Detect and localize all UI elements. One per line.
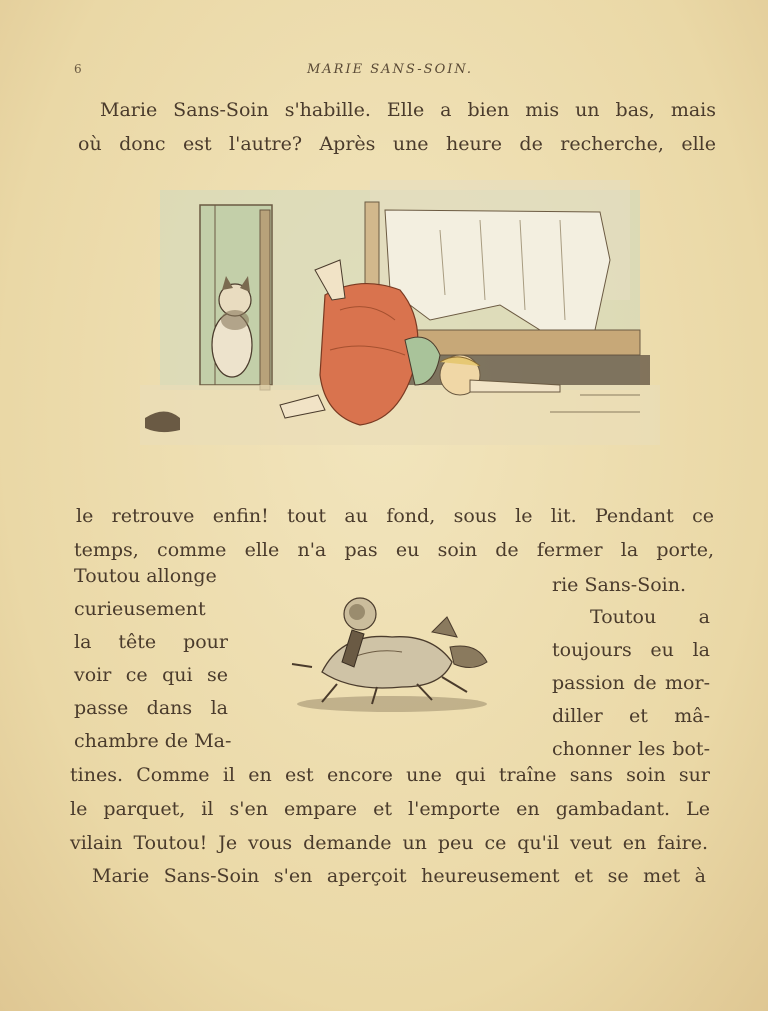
text-line: voir ce qui se: [74, 664, 228, 686]
text-line: diller et mâ-: [552, 705, 710, 727]
text-line: chambre de Ma-: [74, 730, 232, 752]
text-line: tines. Comme il en est encore une qui traîne sans soin sur: [70, 764, 710, 786]
illustration-dog-with-boot: [282, 592, 502, 722]
illustration-girl-under-bed: [140, 180, 660, 450]
text-line: passe dans la: [74, 697, 228, 719]
text-line: toujours eu la: [552, 639, 710, 661]
text-line: temps, comme elle n'a pas eu soin de fermer la porte,: [74, 539, 714, 561]
page-number: 6: [74, 62, 82, 76]
text-line: la tête pour: [74, 631, 228, 653]
text-line: passion de mor-: [552, 672, 710, 694]
page-title: MARIE SANS-SOIN.: [306, 62, 474, 77]
text-line: vilain Toutou! Je vous demande un peu ce qu'il veut en faire.: [70, 832, 708, 854]
text-line: Toutou a: [590, 606, 710, 628]
text-line: Marie Sans-Soin s'habille. Elle a bien mis un bas, mais: [100, 99, 716, 121]
text-line: le parquet, il s'en empare et l'emporte en gambadant. Le: [70, 798, 710, 820]
text-line: où donc est l'autre? Après une heure de recherche, elle: [78, 133, 716, 155]
text-line: Toutou allonge: [74, 565, 217, 587]
text-line: chonner les bot-: [552, 738, 710, 760]
text-line: rie Sans-Soin.: [552, 574, 687, 596]
running-head: [70, 62, 710, 82]
text-line: Marie Sans-Soin s'en aperçoit heureusement et se met à: [92, 865, 706, 887]
text-line: curieusement: [74, 598, 206, 620]
text-line: le retrouve enfin! tout au fond, sous le lit. Pendant ce: [76, 505, 714, 527]
